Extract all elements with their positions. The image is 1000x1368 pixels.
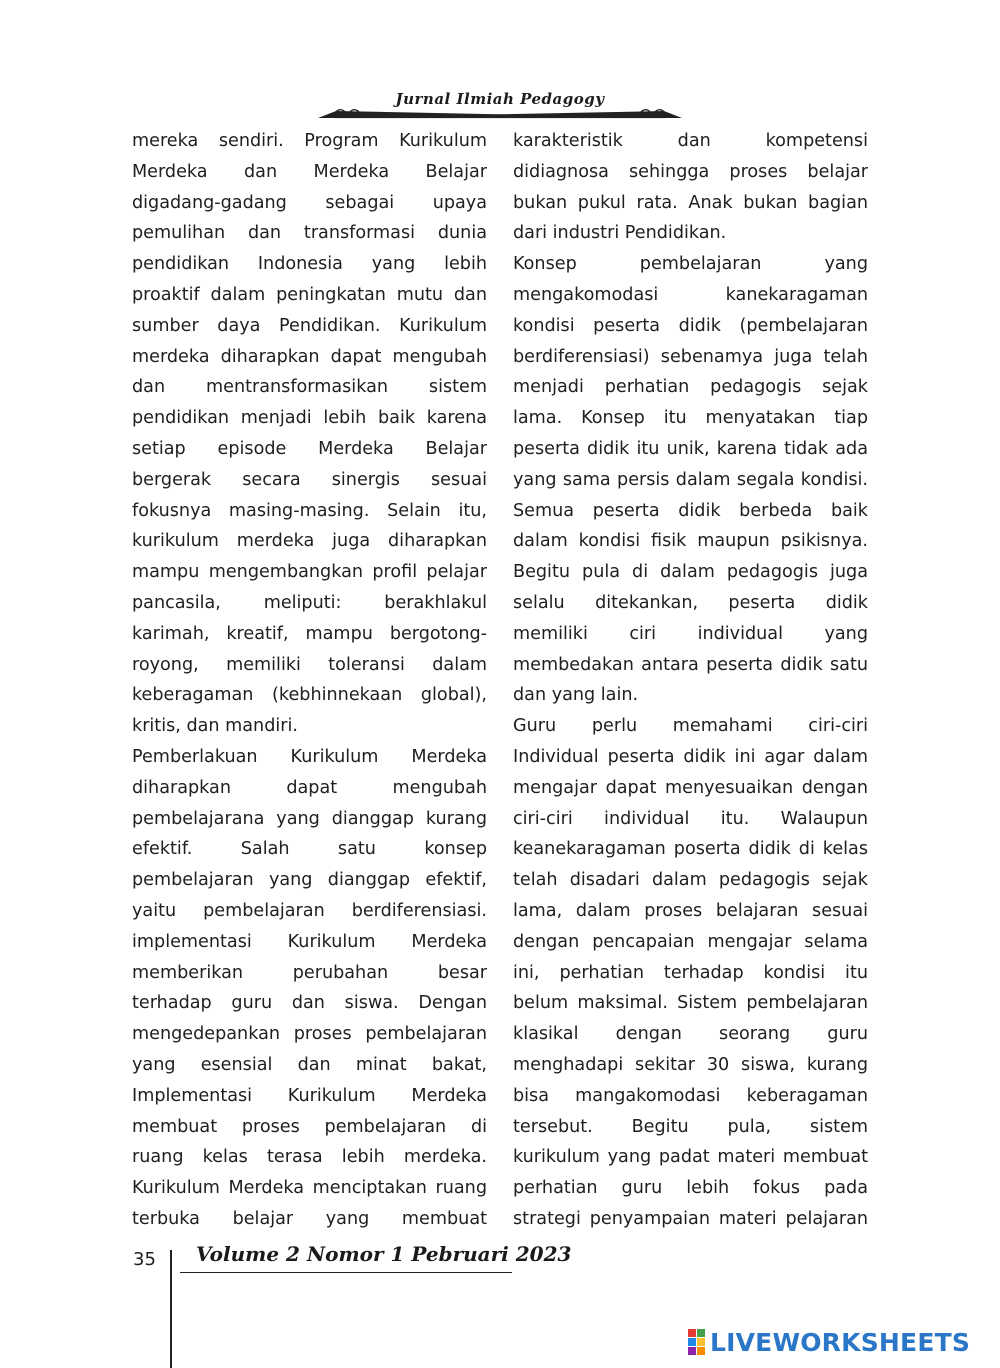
- logo-square: [697, 1329, 705, 1337]
- left-line: membuat proses pembelajaran di: [132, 1116, 487, 1137]
- left-line: memberikan perubahan besar: [132, 962, 487, 983]
- left-line: yang esensial dan minat bakat,: [132, 1054, 487, 1075]
- logo-square: [697, 1338, 705, 1346]
- left-line: pemulihan dan transformasi dunia: [132, 223, 487, 244]
- right-line: mengajar dapat menyesuaikan dengan: [513, 777, 868, 798]
- journal-title: Jurnal Ilmiah Pedagogy: [395, 90, 605, 108]
- right-line: dalam kondisi fisik maupun psikisnya.: [513, 531, 868, 552]
- left-line: Merdeka dan Merdeka Belajar: [132, 161, 487, 182]
- page-number: 35: [133, 1249, 156, 1270]
- liveworksheets-watermark: [688, 1326, 970, 1358]
- right-line: klasikal dengan seorang guru: [513, 1024, 868, 1045]
- left-line: dan mentransformasikan sistem: [132, 377, 487, 398]
- right-line: berdiferensiasi) sebenamya juga telah: [513, 346, 868, 367]
- right-line: telah disadari dalam pedagogis sejak: [513, 870, 868, 891]
- right-line: ini, perhatian terhadap kondisi itu: [513, 962, 868, 983]
- watermark-text: LIVEWORKSHEETS: [710, 1327, 971, 1357]
- right-line: Semua peserta didik berbeda baik: [513, 500, 868, 521]
- left-line: pendidikan menjadi lebih baik karena: [132, 408, 487, 429]
- right-line: dan yang lain.: [513, 685, 639, 706]
- logo-square: [697, 1347, 705, 1355]
- right-line: lama. Konsep itu menyatakan tiap: [513, 408, 868, 429]
- right-line: strategi penyampaian materi pelajaran: [513, 1208, 868, 1229]
- right-line: belum maksimal. Sistem pembelajaran: [513, 993, 868, 1014]
- right-line: Guru perlu memahami ciri-ciri: [513, 716, 868, 737]
- left-line: Kurikulum Merdeka menciptakan ruang: [132, 1178, 487, 1199]
- right-line: mengakomodasi kanekaragaman: [513, 284, 868, 305]
- left-line: efektif. Salah satu konsep: [132, 839, 487, 860]
- left-line: mengedepankan proses pembelajaran: [132, 1024, 487, 1045]
- left-text-column: [132, 126, 487, 1235]
- right-line: perhatian guru lebih fokus pada: [513, 1178, 868, 1199]
- volume-info: Volume 2 Nomor 1 Pebruari 2023: [196, 1242, 572, 1266]
- left-line: kurikulum merdeka juga diharapkan: [132, 531, 487, 552]
- right-line: Individual peserta didik ini agar dalam: [513, 746, 868, 767]
- logo-square: [688, 1329, 696, 1337]
- journal-header: [318, 88, 682, 124]
- left-line: merdeka diharapkan dapat mengubah: [132, 346, 487, 367]
- left-line: sumber daya Pendidikan. Kurikulum: [132, 315, 487, 336]
- right-line: keanekaragaman poserta didik di kelas: [513, 839, 868, 860]
- left-line: pembelajarana yang dianggap kurang: [132, 808, 487, 829]
- right-line: selalu ditekankan, peserta didik: [513, 592, 868, 613]
- left-line: terhadap guru dan siswa. Dengan: [132, 993, 487, 1014]
- right-line: lama, dalam proses belajaran sesuai: [513, 900, 868, 921]
- left-line: pendidikan Indonesia yang lebih: [132, 254, 487, 275]
- left-line: mereka sendiri. Program Kurikulum: [132, 131, 487, 151]
- right-line: peserta didik itu unik, karena tidak ada: [513, 438, 868, 459]
- left-line: terbuka belajar yang membuat: [132, 1208, 487, 1229]
- left-line: ruang kelas terasa lebih merdeka.: [132, 1147, 487, 1168]
- right-line: tersebut. Begitu pula, sistem: [513, 1116, 868, 1137]
- right-line: karakteristik dan kompetensi: [513, 131, 868, 151]
- left-line: karimah, kreatif, mampu bergotong-: [132, 623, 487, 644]
- left-line: royong, memiliki toleransi dalam: [132, 654, 487, 675]
- right-line: menghadapi sekitar 30 siswa, kurang: [513, 1054, 868, 1075]
- right-line: kurikulum yang padat materi membuat: [513, 1147, 868, 1168]
- left-line: Implementasi Kurikulum Merdeka: [132, 1085, 487, 1106]
- right-line: dari industri Pendidikan.: [513, 223, 727, 244]
- right-line: memiliki ciri individual yang: [513, 623, 868, 644]
- right-text-column: [513, 126, 868, 1235]
- left-line: digadang-gadang sebagai upaya: [132, 192, 487, 213]
- right-line: dengan pencapaian mengajar selama: [513, 931, 868, 952]
- left-line: proaktif dalam peningkatan mutu dan: [132, 284, 487, 305]
- footer-vertical-rule: [170, 1250, 172, 1368]
- left-line: diharapkan dapat mengubah: [132, 777, 487, 798]
- logo-square: [688, 1347, 696, 1355]
- right-line: bukan pukul rata. Anak bukan bagian: [513, 192, 868, 213]
- left-line: fokusnya masing-masing. Selain itu,: [132, 500, 487, 521]
- right-line: didiagnosa sehingga proses belajar: [513, 161, 868, 182]
- right-line: Begitu pula di dalam pedagogis juga: [513, 562, 868, 583]
- left-line: yaitu pembelajaran berdiferensiasi.: [132, 900, 487, 921]
- right-line: menjadi perhatian pedagogis sejak: [513, 377, 868, 398]
- left-line: Pemberlakuan Kurikulum Merdeka: [132, 746, 487, 767]
- left-line: pembelajaran yang dianggap efektif,: [132, 870, 487, 891]
- right-line: ciri-ciri individual itu. Walaupun: [513, 808, 868, 829]
- left-line: mampu mengembangkan profil pelajar: [132, 562, 487, 583]
- left-line: keberagaman (kebhinnekaan global),: [132, 685, 487, 706]
- right-line: Konsep pembelajaran yang: [513, 254, 868, 275]
- left-line: bergerak secara sinergis sesuai: [132, 469, 487, 490]
- right-line: kondisi peserta didik (pembelajaran: [513, 315, 868, 336]
- left-line: pancasila, meliputi: berakhlakul: [132, 592, 487, 613]
- left-line: kritis, dan mandiri.: [132, 716, 298, 737]
- left-line: implementasi Kurikulum Merdeka: [132, 931, 487, 952]
- right-line: membedakan antara peserta didik satu: [513, 654, 868, 675]
- footer-horizontal-rule: [180, 1272, 512, 1273]
- right-line: yang sama persis dalam segala kondisi.: [513, 469, 868, 490]
- right-line: bisa mangakomodasi keberagaman: [513, 1085, 868, 1106]
- logo-square: [688, 1338, 696, 1346]
- left-line: setiap episode Merdeka Belajar: [132, 438, 487, 459]
- liveworksheets-logo-icon: [688, 1329, 705, 1355]
